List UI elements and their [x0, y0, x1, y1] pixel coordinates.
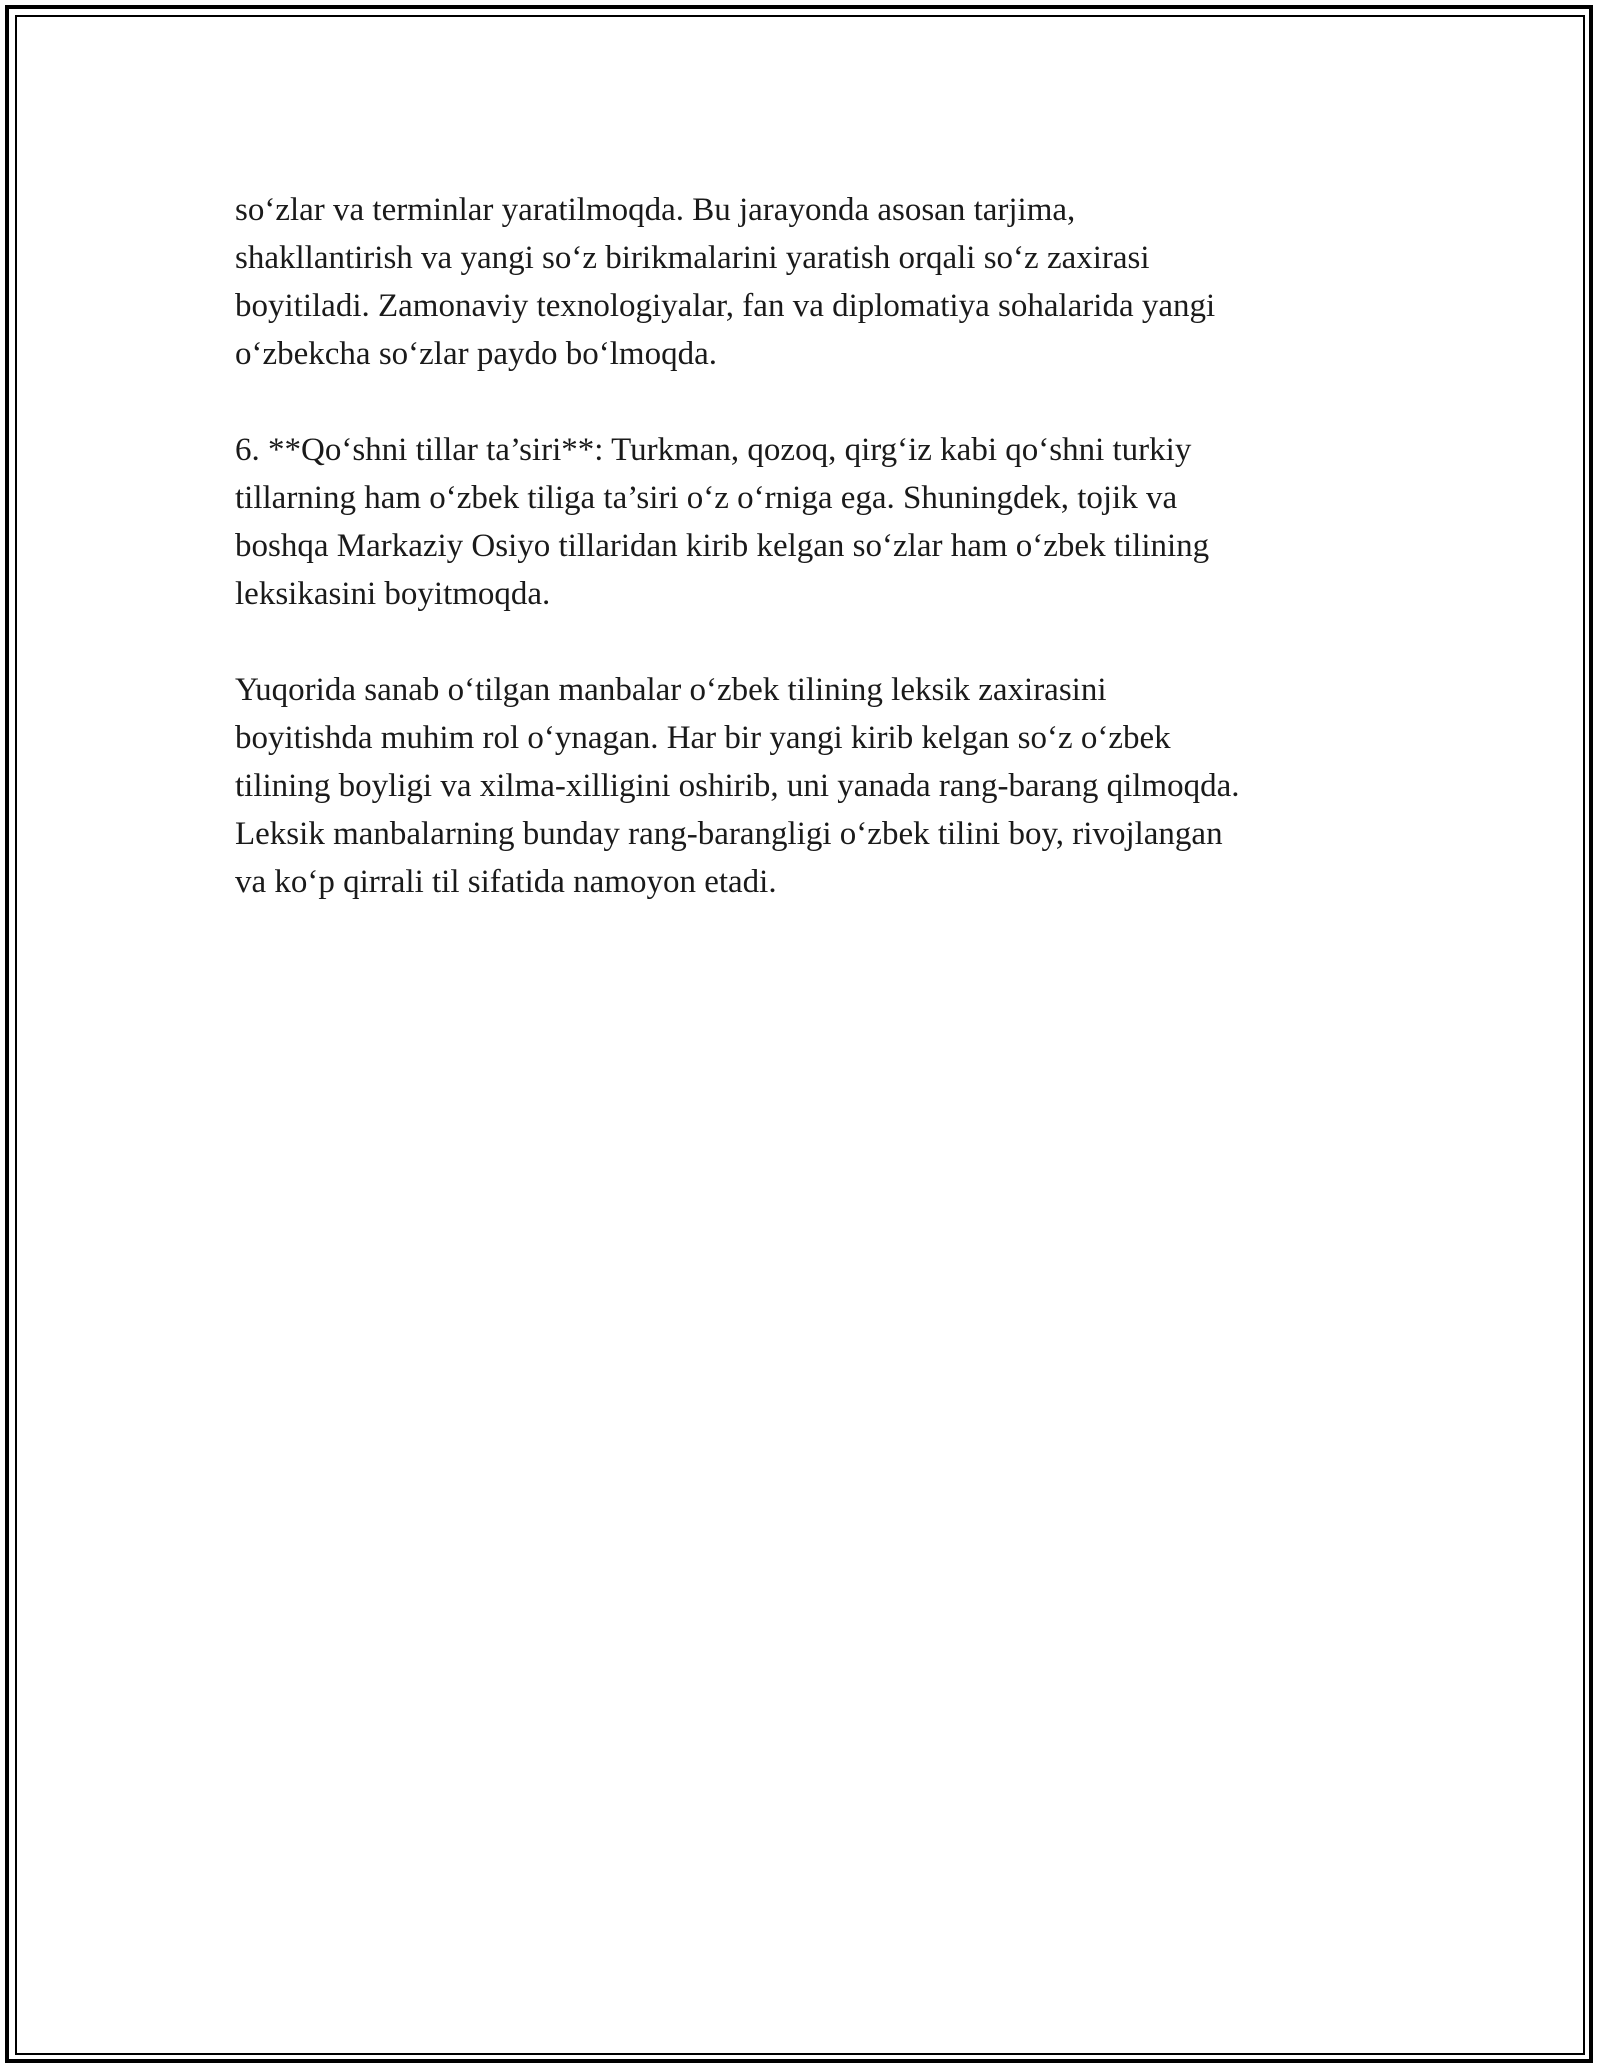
paragraph-3 [235, 666, 1365, 906]
paragraph-line: tillarning ham o‘zbek tiliga ta’siri o‘z o‘rniga ega. Shuningdek, tojik va [235, 480, 1178, 516]
paragraph-line: 6. **Qo‘shni tillar ta’siri**: Turkman, qozoq, qirg‘iz kabi qo‘shni turkiy [235, 432, 1192, 468]
paragraph-line: va ko‘p qirrali til sifatida namoyon etadi. [235, 864, 777, 900]
paragraph-line: o‘zbekcha so‘zlar paydo bo‘lmoqda. [235, 336, 717, 372]
paragraph-line: Leksik manbalarning bunday rang-barangligi o‘zbek tilini boy, rivojlangan [235, 816, 1223, 852]
paragraph-line: so‘zlar va terminlar yaratilmoqda. Bu jarayonda asosan tarjima, [235, 192, 1076, 228]
paragraph-line: shakllantirish va yangi so‘z birikmalarini yaratish orqali so‘z zaxirasi [235, 240, 1150, 276]
paragraph-line: boshqa Markaziy Osiyo tillaridan kirib kelgan so‘zlar ham o‘zbek tilining [235, 528, 1210, 564]
paragraph-line: leksikasini boyitmoqda. [235, 576, 551, 612]
paragraph-2 [235, 426, 1365, 618]
paragraph-line: boyitishda muhim rol o‘ynagan. Har bir yangi kirib kelgan so‘z o‘zbek [235, 720, 1171, 756]
paragraph-line: tilining boyligi va xilma-xilligini oshirib, uni yanada rang-barang qilmoqda. [235, 768, 1240, 804]
paragraph-line: boyitiladi. Zamonaviy texnologiyalar, fan va diplomatiya sohalarida yangi [235, 288, 1216, 324]
document-body [235, 186, 1365, 954]
paragraph-line: Yuqorida sanab o‘tilgan manbalar o‘zbek tilining leksik zaxirasini [235, 672, 1107, 708]
paragraph-1 [235, 186, 1365, 378]
